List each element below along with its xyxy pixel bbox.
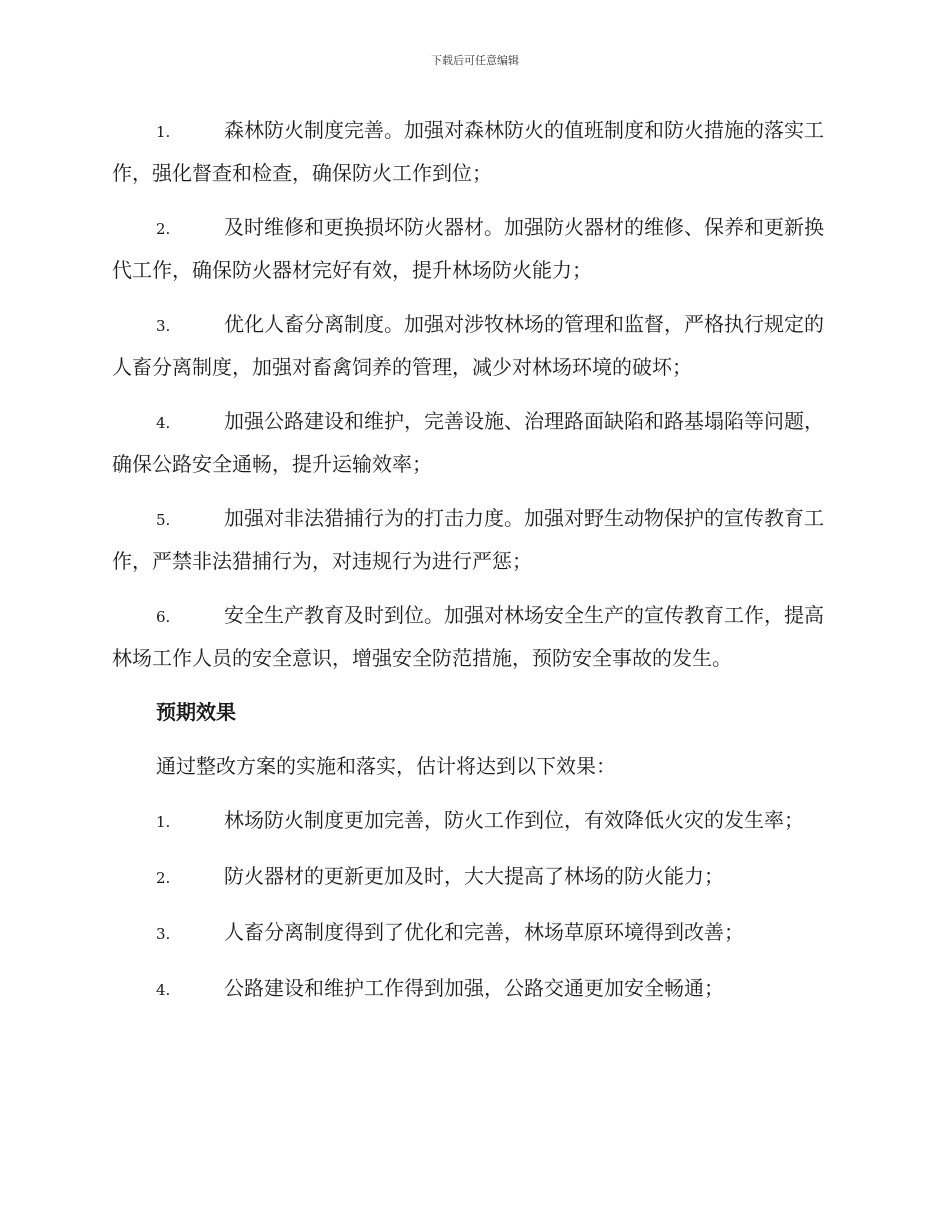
list-number: 6. xyxy=(156,608,171,626)
list-number: 2. xyxy=(156,869,171,887)
measure-item-2 xyxy=(112,207,840,291)
effect-item-3 xyxy=(112,912,840,955)
list-text: 森林防火制度完善。加强对森林防火的值班制度和防火措施的落实工作，强化督查和检查，确保防火工作到位； xyxy=(112,118,824,185)
section-heading: 预期效果 xyxy=(156,700,236,724)
list-number: 3. xyxy=(156,925,171,943)
measure-item-4 xyxy=(112,401,840,485)
measure-item-5 xyxy=(112,498,840,582)
effect-item-2 xyxy=(112,856,840,899)
list-number: 3. xyxy=(156,317,171,335)
list-number: 5. xyxy=(156,511,171,529)
list-text: 加强公路建设和维护，完善设施、治理路面缺陷和路基塌陷等问题，确保公路安全通畅，提升运输效率； xyxy=(112,409,824,476)
page-header: 下载后可任意编辑 xyxy=(431,54,519,67)
section-intro: 通过整改方案的实施和落实，估计将达到以下效果： xyxy=(156,754,616,778)
list-text: 安全生产教育及时到位。加强对林场安全生产的宣传教育工作，提高林场工作人员的安全意识，增强安全防范措施，预防安全事故的发生。 xyxy=(112,603,824,670)
measure-item-6 xyxy=(112,595,840,679)
list-number: 1. xyxy=(156,813,171,831)
list-text: 防火器材的更新更加及时，大大提高了林场的防火能力； xyxy=(224,864,724,888)
list-text: 林场防火制度更加完善，防火工作到位，有效降低火灾的发生率； xyxy=(224,808,804,832)
list-text: 优化人畜分离制度。加强对涉牧林场的管理和监督，严格执行规定的人畜分离制度，加强对畜禽饲养的管理，减少对林场环境的破坏； xyxy=(112,312,824,379)
effect-item-4 xyxy=(112,968,840,1011)
effect-item-1 xyxy=(112,800,840,843)
measure-item-3 xyxy=(112,304,840,388)
list-number: 4. xyxy=(156,981,171,999)
list-text: 公路建设和维护工作得到加强，公路交通更加安全畅通； xyxy=(224,976,724,1000)
list-number: 4. xyxy=(156,414,171,432)
list-number: 2. xyxy=(156,220,171,238)
list-text: 加强对非法猎捕行为的打击力度。加强对野生动物保护的宣传教育工作，严禁非法猎捕行为，对违规行为进行严惩； xyxy=(112,506,824,573)
measure-item-1 xyxy=(112,110,840,194)
list-text: 人畜分离制度得到了优化和完善，林场草原环境得到改善； xyxy=(224,920,744,944)
document-body xyxy=(112,110,840,1024)
list-text: 及时维修和更换损坏防火器材。加强防火器材的维修、保养和更新换代工作，确保防火器材完好有效，提升林场防火能力； xyxy=(112,215,824,282)
list-number: 1. xyxy=(156,123,171,141)
